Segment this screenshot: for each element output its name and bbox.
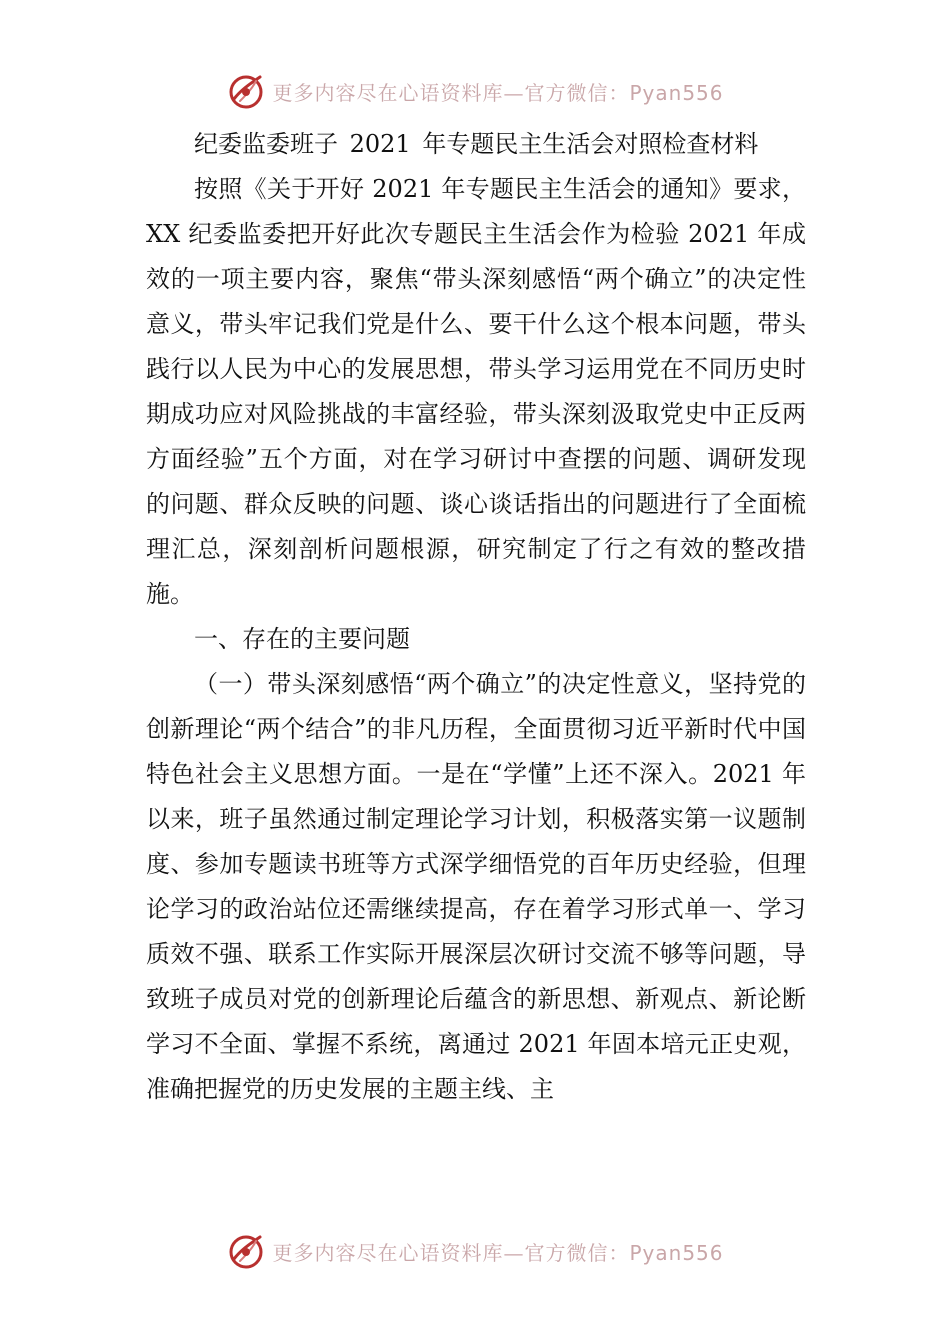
watermark-handle: Pyan556 xyxy=(629,80,724,105)
watermark-footer xyxy=(0,1228,950,1274)
paragraph-intro: 按照《关于开好 2021 年专题民主生活会的通知》要求，XX 纪委监委把开好此次专题民主生活会作为检验 2021 年成效的一项主要内容，聚焦“带头深刻感悟“两个确立”的决定性意义，带头牢记我们党是什么、要干什么这个根本问题，带头践行以人民为中心的发展思想，带头学习运用党在不同历史时期成功应对风险挑战的丰富经验，带头深刻汲取党史中正反两方面经验”五个方面，对在学习研讨中查摆的问题、调研发现的问题、群众反映的问题、谈心谈话指出的问题进行了全面梳理汇总，深刻剖析问题根源，研究制定了行之有效的整改措施。 xyxy=(146,175,806,608)
section-heading: 一、存在的主要问题 xyxy=(194,625,410,653)
paragraph-issue-1: （一）带头深刻感悟“两个确立”的决定性意义，坚持党的创新理论“两个结合”的非凡历程，全面贯彻习近平新时代中国特色社会主义思想方面。一是在“学懂”上还不深入。2021 年以来，班子虽然通过制定理论学习计划，积极落实第一议题制度、参加专题读书班等方式深学细悟党的百年历史经验，但理论学习的政治站位还需继续提高，存在着学习形式单一、学习质效不强、联系工作实际开展深层次研讨交流不够等问题，导致班子成员对党的创新理论后蕴含的新思想、新观点、新论断学习不全面、掌握不系统，离通过 2021 年固本培元正史观，准确把握党的历史发展的主题主线、主 xyxy=(146,670,806,1103)
watermark-text: 更多内容尽在心语资料库—官方微信：Pyan556 xyxy=(272,80,724,105)
red-quill-swirl-logo-icon xyxy=(226,71,266,111)
watermark-text: 更多内容尽在心语资料库—官方微信：Pyan556 xyxy=(272,1240,724,1265)
document-body xyxy=(146,122,806,1112)
document-title: 纪委监委班子 2021 年专题民主生活会对照检查材料 xyxy=(194,130,759,158)
watermark-header xyxy=(0,68,950,114)
watermark-handle: Pyan556 xyxy=(629,1240,724,1265)
red-quill-swirl-logo-icon xyxy=(226,1231,266,1271)
